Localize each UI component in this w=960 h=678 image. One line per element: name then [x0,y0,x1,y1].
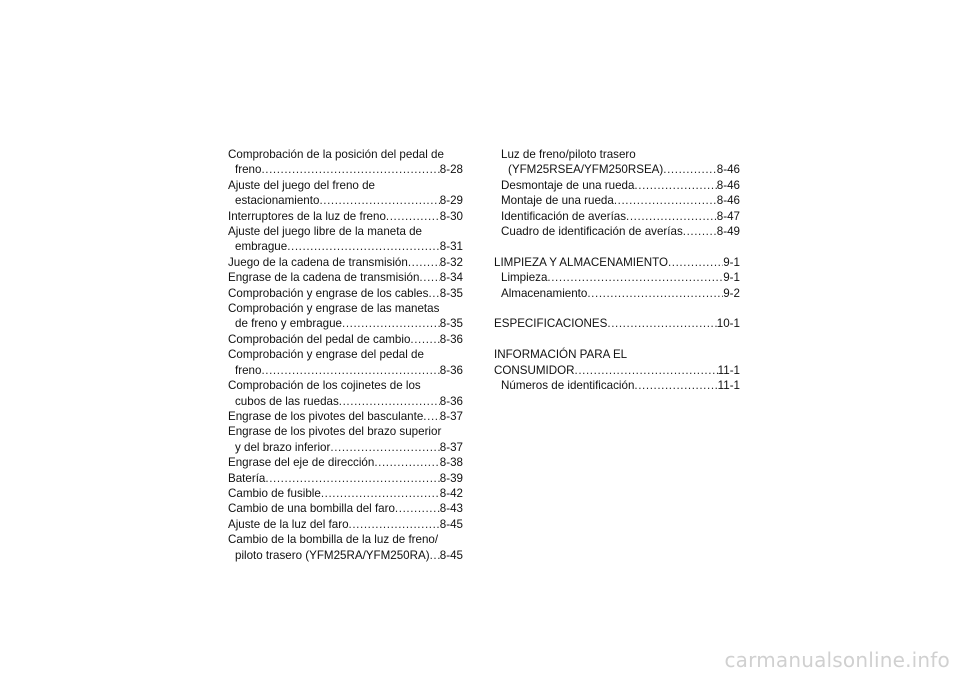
toc-entry[interactable]: Comprobación y engrase de los cables ..... 8-35 [228,286,463,301]
toc-entry[interactable]: Cambio de la bombilla de la luz de freno/ piloto trasero (YFM25RA/YFM250RA) ..... 8-45 [228,532,463,563]
toc-entry[interactable]: Engrase de la cadena de transmisión ..... 8-34 [228,270,463,285]
toc-entry[interactable]: Engrase de los pivotes del basculante ..... 8-37 [228,409,463,424]
toc-entry[interactable]: Comprobación de la posición del pedal de freno ..... 8-28 [228,147,463,178]
toc-left-column [228,147,463,563]
toc-entry[interactable]: Cuadro de identificación de averías ..... 8-49 [494,224,740,239]
toc-entry[interactable]: Ajuste del juego libre de la maneta de embrague ..... 8-31 [228,224,463,255]
toc-heading-informacion[interactable]: INFORMACIÓN PARA EL CONSUMIDOR ..... 11-1 [494,347,740,378]
toc-entry[interactable]: Almacenamiento ..... 9-2 [494,286,740,301]
toc-heading-especificaciones[interactable]: ESPECIFICACIONES ..... 10-1 [494,316,740,331]
toc-heading-limpieza[interactable]: LIMPIEZA Y ALMACENAMIENTO ..... 9-1 [494,255,740,270]
toc-entry[interactable]: Ajuste de la luz del faro ..... 8-45 [228,517,463,532]
toc-entry[interactable]: Luz de freno/piloto trasero (YFM25RSEA/YFM250RSEA) ..... 8-46 [494,147,740,178]
toc-entry[interactable]: Comprobación y engrase de las manetas de freno y embrague ..... 8-35 [228,301,463,332]
toc-entry[interactable]: Cambio de una bombilla del faro ..... 8-43 [228,501,463,516]
toc-entry[interactable]: Batería ..... 8-39 [228,471,463,486]
toc-entry[interactable]: Engrase de los pivotes del brazo superior y del brazo inferior ..... 8-37 [228,424,463,455]
watermark-text: carmanualsonline.info [724,648,950,672]
toc-entry[interactable]: Comprobación y engrase del pedal de freno ..... 8-36 [228,347,463,378]
toc-entry[interactable]: Montaje de una rueda ..... 8-46 [494,193,740,208]
toc-right-column [494,147,740,393]
toc-entry[interactable]: Engrase del eje de dirección ..... 8-38 [228,455,463,470]
toc-entry[interactable]: Números de identificación ..... 11-1 [494,378,740,393]
toc-entry[interactable]: Ajuste del juego del freno de estacionamiento ..... 8-29 [228,178,463,209]
toc-entry[interactable]: Interruptores de la luz de freno ..... 8-30 [228,209,463,224]
toc-entry[interactable]: Cambio de fusible ..... 8-42 [228,486,463,501]
toc-section-informacion [494,347,740,393]
toc-group-maintenance-continued [494,147,740,239]
toc-entry[interactable]: Comprobación de los cojinetes de los cubos de las ruedas ..... 8-36 [228,378,463,409]
toc-entry[interactable]: Limpieza ..... 9-1 [494,270,740,285]
toc-entry[interactable]: Comprobación del pedal de cambio ..... 8-36 [228,332,463,347]
toc-entry[interactable]: Juego de la cadena de transmisión ..... 8-32 [228,255,463,270]
toc-entry[interactable]: Desmontaje de una rueda ..... 8-46 [494,178,740,193]
toc-section-limpieza [494,255,740,301]
toc-entry[interactable]: Identificación de averías ..... 8-47 [494,209,740,224]
